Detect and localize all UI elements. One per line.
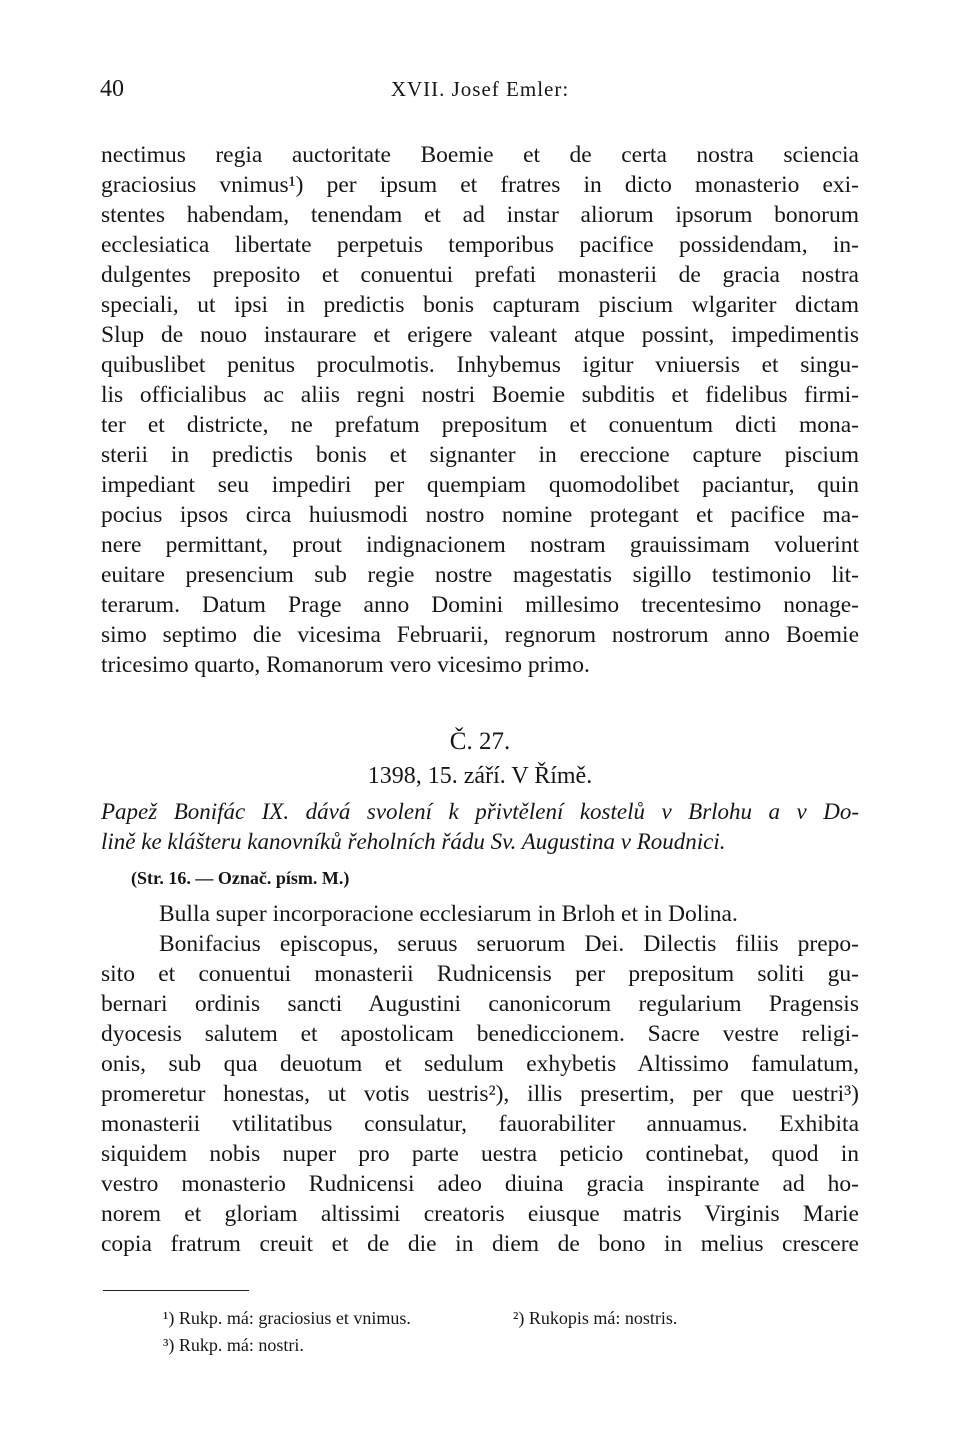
text-line: siquidem nobis nuper pro parte uestra peticio continebat, quod in <box>101 1141 859 1167</box>
text-line: terarum. Datum Prage anno Domini millesimo trecentesimo nonage- <box>101 592 859 618</box>
text-line: monasterii vtilitatibus consulatur, fauorabiliter annuamus. Exhibita <box>101 1111 859 1137</box>
text-line: dyocesis salutem et apostolicam benediccionem. Sacre vestre religi- <box>101 1021 859 1047</box>
text-line: tricesimo quarto, Romanorum vero vicesimo primo. <box>101 652 590 678</box>
text-line: Bonifacius episcopus, seruus seruorum Dei. Dilectis filiis prepo- <box>159 931 859 957</box>
text-line: speciali, ut ipsi in predictis bonis capturam piscium wlgariter dictam <box>101 292 859 318</box>
text-line: copia fratrum creuit et de die in diem de bono in melius crescere <box>101 1231 859 1257</box>
text-line: bernari ordinis sancti Augustini canonicorum regularium Pragensis <box>101 991 859 1017</box>
document-26-ending <box>101 140 859 680</box>
text-line: graciosius vnimus¹) per ipsum et fratres in dicto monasterio exi- <box>101 172 859 198</box>
footnote-2: ²) Rukopis má: nostris. <box>513 1308 678 1328</box>
text-line: promeretur honestas, ut votis uestris²), illis presertim, per que uestri³) <box>101 1081 859 1107</box>
footnote-3: ³) Rukp. má: nostri. <box>163 1335 304 1355</box>
text-line: sito et conuentui monasterii Rudnicensis per prepositum soliti gu- <box>101 961 859 987</box>
text-line: impediant seu impediri per quempiam quomodolibet paciantur, quin <box>101 472 859 498</box>
text-line: ter et districte, ne prefatum prepositum et conuentum dicti mona- <box>101 412 859 438</box>
regest-line: lině ke klášteru kanovníků řeholních řádu Sv. Augustina v Roudnici. <box>101 829 726 854</box>
document-date: 1398, 15. září. V Římě. <box>367 763 593 789</box>
document-number: Č. 27. <box>449 728 511 755</box>
text-line: dulgentes preposito et conuentui prefati monasterii de gracia nostra <box>101 262 859 288</box>
document-27-text <box>101 899 859 1259</box>
footnote-1: ¹) Rukp. má: graciosius et vnimus. <box>163 1308 411 1328</box>
text-line: vestro monasterio Rudnicensi adeo diuina gracia inspirante ad ho- <box>101 1171 859 1197</box>
text-line: Slup de nouo instaurare et erigere valeant atque possint, impedimentis <box>101 322 859 348</box>
text-line: ecclesiatica libertate perpetuis temporibus pacifice possidendam, in- <box>101 232 859 258</box>
regest <box>101 797 859 857</box>
text-line: lis officialibus ac aliis regni nostri Boemie subditis et fidelibus firmi- <box>101 382 859 408</box>
text-line: norem et gloriam altissimi creatoris eiusque matris Virginis Marie <box>101 1201 859 1227</box>
footnote-divider <box>103 1290 249 1291</box>
text-line: stentes habendam, tenendam et ad instar aliorum ipsorum bonorum <box>101 202 859 228</box>
text-line: sterii in predictis bonis et signanter in ereccione capture piscium <box>101 442 859 468</box>
text-line: euitare presencium sub regie nostre magestatis sigillo testimonio lit- <box>101 562 859 588</box>
page-number: 40 <box>100 76 124 102</box>
text-line: simo septimo die vicesima Februarii, regnorum nostrorum anno Boemie <box>101 622 859 648</box>
text-line: nere permittant, prout indignacionem nostram grauissimam voluerint <box>101 532 859 558</box>
text-line: onis, sub qua deuotum et sedulum exhybetis Altissimo famulatum, <box>101 1051 859 1077</box>
regest-line: Papež Bonifác IX. dává svolení k přivtělení kostelů v Brlohu a v Do- <box>101 799 859 824</box>
text-line: quibuslibet penitus proculmotis. Inhybemus igitur vniuersis et singu- <box>101 352 859 378</box>
running-title: XVII. Josef Emler: <box>390 77 570 101</box>
text-line: nectimus regia auctoritate Boemie et de certa nostra sciencia <box>101 142 859 168</box>
text-line: pocius ipsos circa huiusmodi nostro nomine protegant et pacifice ma- <box>101 502 859 528</box>
source-reference: (Str. 16. — Označ. písm. M.) <box>131 868 350 888</box>
bull-title: Bulla super incorporacione ecclesiarum in Brloh et in Dolina. <box>159 901 738 927</box>
